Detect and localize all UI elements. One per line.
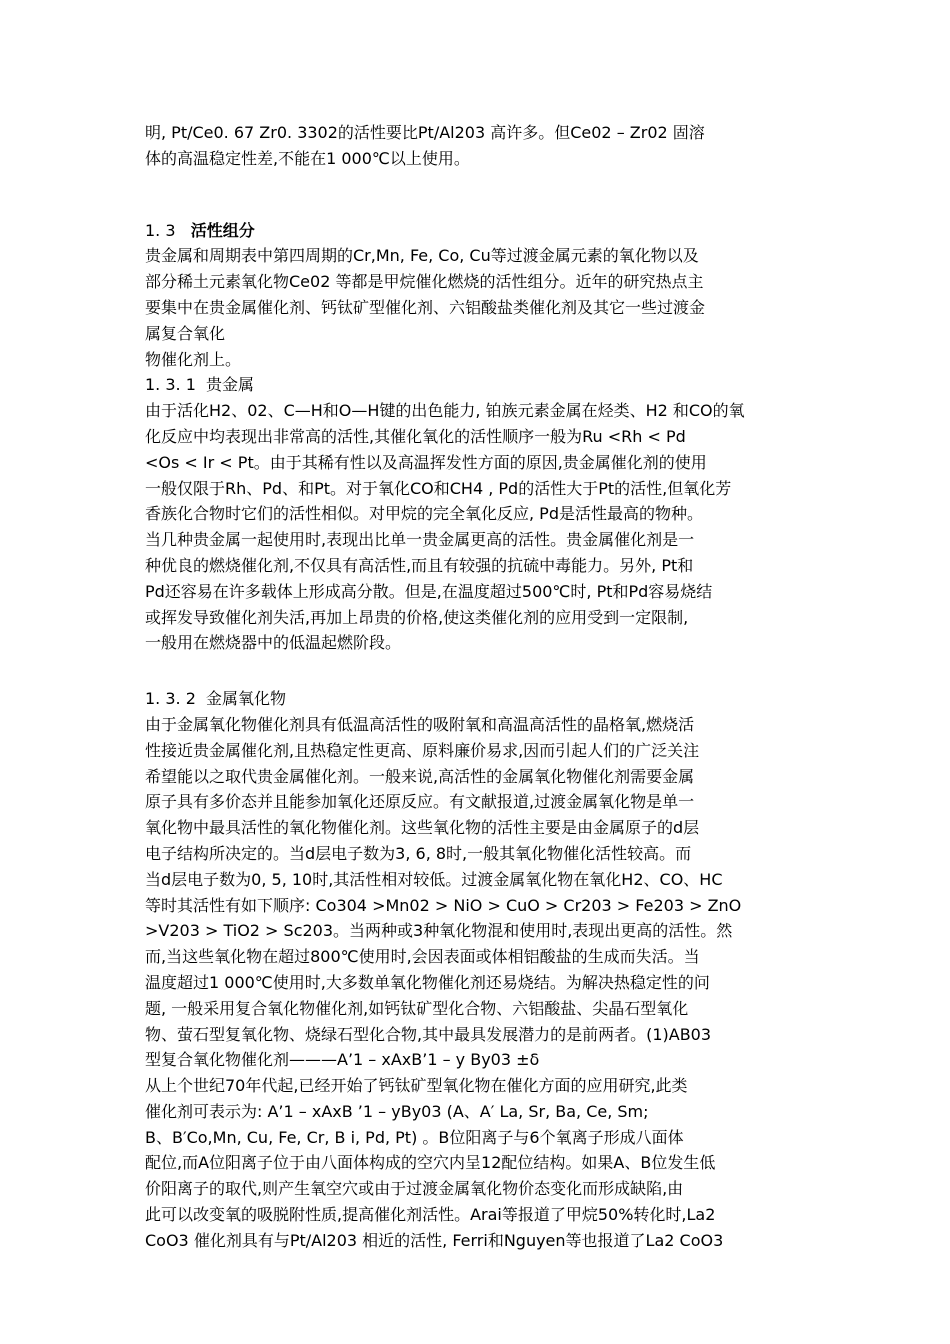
text-line: 或挥发导致催化剂失活,再加上昂贵的价格,使这类催化剂的应用受到一定限制, — [145, 607, 689, 627]
text-line: 明, Pt/Ce0. 67 Zr0. 3302的活性要比Pt/Al203 高许多。但Ce02 – Zr02 固溶 — [145, 123, 705, 142]
subsection-heading: 1. 3. 1 贵金属 — [145, 375, 255, 395]
text-line: 价阳离子的取代,则产生氧空穴或由于过渡金属氧化物价态变化而形成缺陷,由 — [145, 1179, 684, 1199]
text-line: 电子结构所决定的。当d层电子数为3, 6, 8时,一般其氧化物催化活性较高。而 — [145, 843, 692, 863]
text-line: 要集中在贵金属催化剂、钙钛矿型催化剂、六铝酸盐类催化剂及其它一些过渡金 — [145, 297, 706, 317]
text-line: 型复合氧化物催化剂———A’1 – xAxB’1 – y By03 ±δ — [145, 1050, 540, 1070]
text-line: 种优良的燃烧催化剂,不仅具有高活性,而且有较强的抗硫中毒能力。另外, Pt和 — [145, 555, 694, 575]
text-line: B、B′Co,Mn, Cu, Fe, Cr, B i, Pd, Pt) 。B位阳离子与6个氧离子形成八面体 — [145, 1127, 684, 1147]
text-line: <Os < Ir < Pt。由于其稀有性以及高温挥发性方面的原因,贵金属催化剂的使用 — [145, 452, 707, 472]
text-line: 物、萤石型复氧化物、烧绿石型化合物,其中最具发展潜力的是前两者。(1)AB03 — [145, 1024, 712, 1044]
section-1-3-1 — [145, 372, 810, 656]
section-1-3-2 — [145, 686, 810, 1254]
text-line: 化反应中均表现出非常高的活性,其催化氧化的活性顺序一般为Ru <Rh < Pd — [145, 426, 686, 446]
text-line: 一般仅限于Rh、Pd、和Pt。对于氧化CO和CH4 , Pd的活性大于Pt的活性,但氧化芳 — [145, 478, 732, 498]
paragraph-intro — [145, 120, 810, 172]
text-line: 题, 一般采用复合氧化物催化剂,如钙钛矿型化合物、六铝酸盐、尖晶石型氧化 — [145, 998, 689, 1018]
document-page — [145, 120, 810, 1254]
section-1-3 — [145, 218, 810, 373]
text-line: 氧化物中最具活性的氧化物催化剂。这些氧化物的活性主要是由金属原子的d层 — [145, 818, 700, 838]
section-title: 活性组分 — [190, 220, 255, 240]
text-line: 一般用在燃烧器中的低温起燃阶段。 — [145, 633, 402, 653]
text-line: 性接近贵金属催化剂,且热稳定性更高、原料廉价易求,因而引起人们的广泛关注 — [145, 740, 700, 760]
text-line: 由于金属氧化物催化剂具有低温高活性的吸附氧和高温高活性的晶格氧,燃烧活 — [145, 714, 695, 734]
text-line: CoO3 催化剂具有与Pt/Al203 相近的活性, Ferri和Nguyen等也报道了La2 CoO3 — [145, 1230, 724, 1250]
text-line: 属复合氧化 — [145, 323, 226, 343]
section-number: 1. 3 — [145, 220, 176, 240]
text-line: 等时其活性有如下顺序: Co304 >Mn02 > NiO > CuO > Cr203 > Fe203 > ZnO — [145, 895, 742, 915]
text-line: 由于活化H2、02、C—H和O—H键的出色能力, 铂族元素金属在烃类、H2 和CO的氧 — [145, 401, 745, 421]
section-heading — [145, 218, 810, 244]
text-line: 而,当这些氧化物在超过800℃使用时,会因表面或体相铝酸盐的生成而失活。当 — [145, 947, 700, 967]
text-line: 从上个世纪70年代起,已经开始了钙钛矿型氧化物在催化方面的应用研究,此类 — [145, 1076, 688, 1096]
text-line: 配位,而A位阳离子位于由八面体构成的空穴内呈12配位结构。如果A、B位发生低 — [145, 1153, 716, 1173]
text-line: 催化剂可表示为: A’1 – xAxB ’1 – yBy03 (A、A′ La, Sr, Ba, Ce, Sm; — [145, 1101, 649, 1121]
text-line: 物催化剂上。 — [145, 349, 242, 369]
text-line: 温度超过1 000℃使用时,大多数单氧化物催化剂还易烧结。为解决热稳定性的问 — [145, 972, 710, 992]
text-line: 此可以改变氧的吸脱附性质,提高催化剂活性。Arai等报道了甲烷50%转化时,La2 — [145, 1205, 716, 1225]
subsection-heading: 1. 3. 2 金属氧化物 — [145, 689, 287, 709]
text-line: Pd还容易在许多载体上形成高分散。但是,在温度超过500℃时, Pt和Pd容易烧结 — [145, 581, 713, 601]
text-line: 希望能以之取代贵金属催化剂。一般来说,高活性的金属氧化物催化剂需要金属 — [145, 766, 695, 786]
text-line: 当几种贵金属一起使用时,表现出比单一贵金属更高的活性。贵金属催化剂是一 — [145, 530, 695, 550]
text-line: 香族化合物时它们的活性相似。对甲烷的完全氧化反应, Pd是活性最高的物种。 — [145, 504, 703, 524]
text-line: 贵金属和周期表中第四周期的Cr,Mn, Fe, Co, Cu等过渡金属元素的氧化物以及 — [145, 246, 699, 266]
text-line: >V203 > TiO2 > Sc203。当两种或3种氧化物混和使用时,表现出更高的活性。然 — [145, 921, 733, 941]
text-line: 部分稀土元素氧化物Ce02 等都是甲烷催化燃烧的活性组分。近年的研究热点主 — [145, 272, 704, 292]
text-line: 当d层电子数为0, 5, 10时,其活性相对较低。过渡金属氧化物在氧化H2、CO、HC — [145, 869, 723, 889]
text-line: 体的高温稳定性差,不能在1 000℃以上使用。 — [145, 148, 470, 168]
text-line: 原子具有多价态并且能参加氧化还原反应。有文献报道,过渡金属氧化物是单一 — [145, 792, 695, 812]
